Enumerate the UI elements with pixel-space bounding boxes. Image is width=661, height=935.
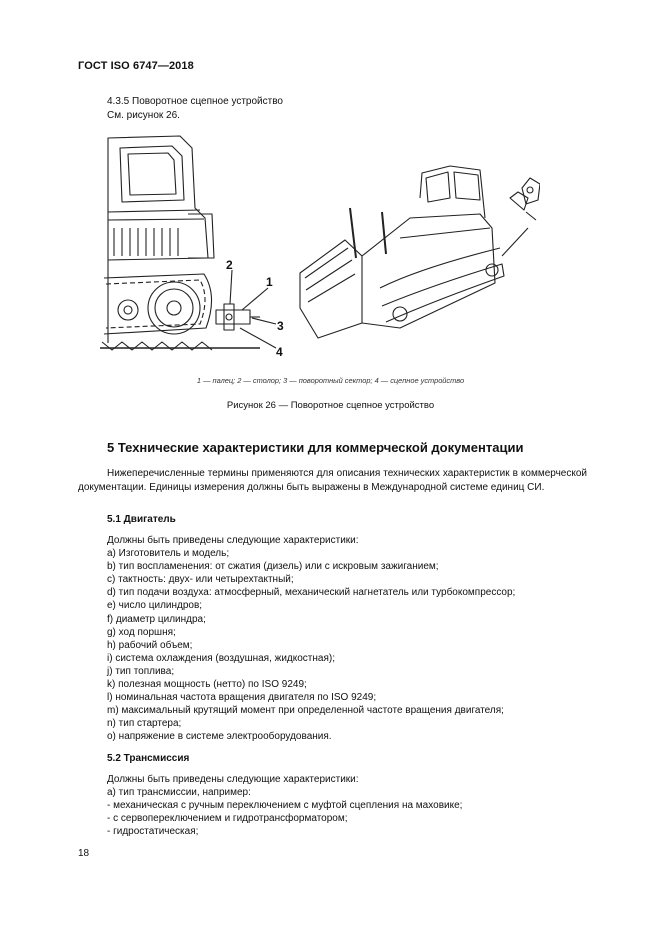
legend-num-2: 2 bbox=[237, 376, 242, 385]
tractor-rear-view bbox=[100, 136, 260, 350]
engine-lead: Должны быть приведены следующие характеристики: bbox=[107, 535, 359, 546]
list-item: - гидростатическая; bbox=[107, 826, 199, 838]
legend-num-4: 4 bbox=[374, 376, 379, 385]
figure-26-drawing bbox=[100, 128, 540, 363]
callout-leader-4 bbox=[240, 328, 276, 348]
list-item: n) тип стартера; bbox=[107, 718, 182, 730]
transmission-list bbox=[107, 773, 462, 838]
figure-reference: См. рисунок 26. bbox=[107, 110, 180, 121]
list-item: i) система охлаждения (воздушная, жидкостная); bbox=[107, 652, 335, 664]
list-item: b) тип воспламенения: от сжатия (дизель) или с искровым зажиганием; bbox=[107, 561, 439, 573]
callout-label-4: 4 bbox=[276, 345, 283, 359]
list-item: c) тактность: двух- или четырехтактный; bbox=[107, 574, 294, 586]
subsection-title: 4.3.5 Поворотное сцепное устройство bbox=[107, 96, 283, 107]
callout-label-2: 2 bbox=[226, 258, 233, 272]
legend-num-1: 1 bbox=[196, 376, 202, 385]
callout-label-1: 1 bbox=[266, 275, 273, 289]
legend-text-2: столор; bbox=[252, 376, 282, 385]
legend-text-4: сцепное устройство bbox=[390, 376, 465, 385]
list-item: h) рабочий объем; bbox=[107, 639, 193, 651]
list-item: m) максимальный крутящий момент при определенной частоте вращения двигателя; bbox=[107, 705, 504, 717]
list-item: - с сервопереключением и гидротрансформатором; bbox=[107, 813, 348, 825]
legend-text-1: палец; bbox=[212, 376, 236, 385]
callout-leader-1 bbox=[242, 288, 268, 310]
list-item: g) ход поршня; bbox=[107, 626, 176, 638]
transmission-heading: 5.2 Трансмиссия bbox=[107, 753, 190, 764]
callout-leader-2 bbox=[230, 270, 232, 304]
list-item: a) тип трансмиссии, например: bbox=[107, 787, 251, 799]
subsection-block bbox=[107, 95, 283, 123]
list-item: k) полезная мощность (нетто) по ISO 9249; bbox=[107, 679, 307, 691]
list-item: l) номинальная частота вращения двигателя по ISO 9249; bbox=[107, 692, 377, 704]
page-number: 18 bbox=[78, 848, 90, 859]
callout-leader-3 bbox=[252, 318, 276, 324]
list-item: - механическая с ручным переключением с муфтой сцепления на маховике; bbox=[107, 800, 463, 812]
callout-label-3: 3 bbox=[277, 319, 284, 333]
figure-legend: 1 — палец; 2 — столор; 3 — поворотный сектор; 4 — сцепное устройство bbox=[196, 376, 465, 385]
list-item: d) тип подачи воздуха: атмосферный, механический нагнетатель или турбокомпрессор; bbox=[107, 587, 516, 599]
transmission-lead: Должны быть приведены следующие характеристики: bbox=[107, 774, 359, 785]
legend-num-3: 3 bbox=[283, 376, 288, 385]
list-item: o) напряжение в системе электрооборудования. bbox=[107, 731, 332, 743]
engine-heading: 5.1 Двигатель bbox=[107, 514, 176, 525]
document-header: ГОСТ ISO 6747—2018 bbox=[78, 60, 194, 72]
section-5-title: 5 Технические характеристики для коммерческой документации bbox=[107, 440, 524, 455]
list-item: e) число цилиндров; bbox=[107, 600, 203, 612]
list-item: j) тип топлива; bbox=[107, 665, 175, 677]
list-item: f) диаметр цилиндра; bbox=[107, 613, 206, 625]
list-item: a) Изготовитель и модель; bbox=[107, 548, 230, 560]
figure-caption: Рисунок 26 — Поворотное сцепное устройство bbox=[226, 400, 435, 411]
hitch-detail-view bbox=[510, 178, 540, 220]
section-5-intro: Нижеперечисленные термины применяются для описания технических характеристик в коммерческой документации. Единицы измерения должны быть выражены в Международной системе единиц СИ. bbox=[78, 468, 587, 493]
legend-text-3: поворотный сектор; bbox=[298, 376, 373, 385]
engine-list bbox=[107, 534, 515, 744]
bulldozer-isometric-view bbox=[300, 166, 528, 338]
